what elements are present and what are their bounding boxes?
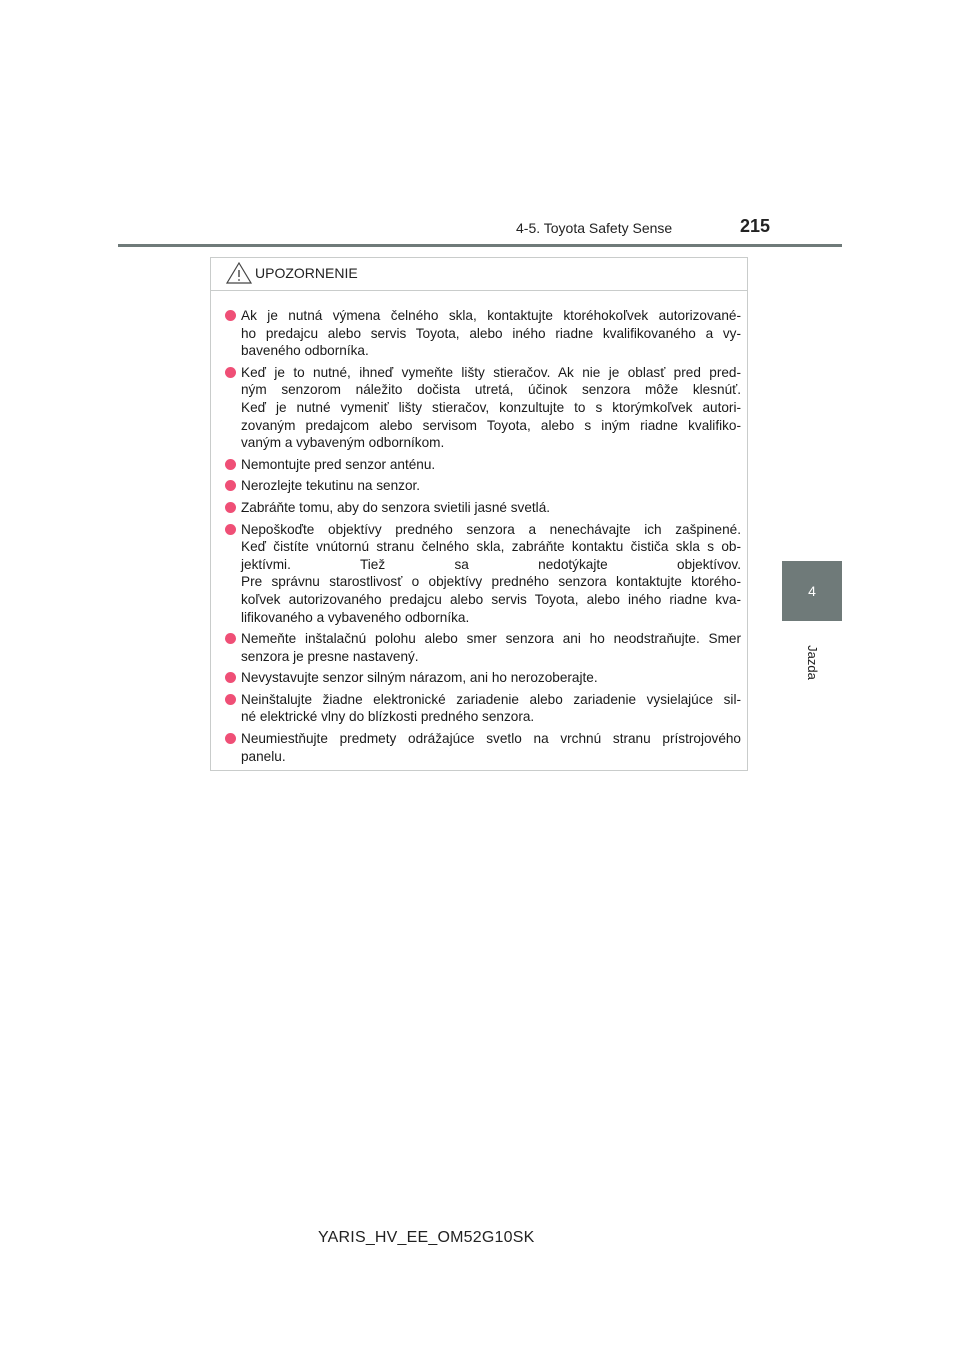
caution-item-line: koľvek autorizovaného predajcu alebo servis Toyota, alebo iného riadne kva- bbox=[241, 591, 741, 607]
caution-item-line: Pre správnu starostlivosť o objektívy predného senzora kontaktujte ktorého- bbox=[241, 574, 741, 590]
caution-item-line: zovaným predajcom alebo servisom Toyota, alebo s iným riadne kvalifiko- bbox=[241, 417, 741, 433]
caution-item bbox=[225, 477, 741, 495]
caution-item bbox=[225, 730, 741, 765]
chapter-tab[interactable] bbox=[782, 561, 842, 621]
caution-item-line: Neinštalujte žiadne elektronické zariadenie alebo zariadenie vysielajúce sil- bbox=[241, 691, 741, 707]
caution-list bbox=[211, 291, 747, 765]
header-section-title: 4-5. Toyota Safety Sense bbox=[516, 220, 673, 236]
caution-item-line: ným senzorom náležito dočista utretá, účinok senzora môže klesnúť. bbox=[241, 382, 741, 398]
caution-item-line: Neumiestňujte predmety odrážajúce svetlo na vrchnú stranu prístrojového bbox=[241, 731, 741, 747]
bullet-icon bbox=[225, 633, 236, 644]
caution-item-line: panelu. bbox=[241, 748, 286, 764]
bullet-icon bbox=[225, 524, 236, 535]
caution-item-line: vaným a vybaveným odborníkom. bbox=[241, 435, 445, 451]
bullet-icon bbox=[225, 459, 236, 470]
footer-doc-code: YARIS_HV_EE_OM52G10SK bbox=[318, 1229, 535, 1246]
caution-item-line: Keď je nutné vymeniť lišty stieračov, konzultujte to s ktorýmkoľvek autori- bbox=[241, 399, 741, 415]
caution-item-line: lifikovaného a vybaveného odborníka. bbox=[241, 609, 470, 625]
caution-item-line: senzora je presne nastavený. bbox=[241, 648, 419, 664]
caution-item-line: Ak je nutná výmena čelného skla, kontaktujte ktoréhokoľvek autorizované- bbox=[241, 308, 741, 323]
warning-triangle-icon bbox=[225, 261, 253, 285]
bullet-icon bbox=[225, 672, 236, 683]
caution-item-line: baveného odborníka. bbox=[241, 343, 369, 359]
bullet-icon bbox=[225, 310, 236, 321]
header-rule bbox=[118, 244, 842, 247]
caution-item bbox=[225, 669, 741, 687]
caution-item-line: Nerozlejte tekutinu na senzor. bbox=[241, 478, 421, 494]
caution-item bbox=[225, 691, 741, 726]
chapter-label-text: Jazda bbox=[804, 644, 820, 680]
caution-item bbox=[225, 630, 741, 665]
caution-item bbox=[225, 521, 741, 627]
caution-item-line: Nemeňte inštalačnú polohu alebo smer senzora ani ho neodstraňujte. Smer bbox=[241, 631, 741, 647]
caution-item-line: Nepoškoďte objektívy predného senzora a nenechávajte ich zašpinené. bbox=[241, 521, 741, 537]
caution-item-line: Nemontujte pred senzor anténu. bbox=[241, 456, 436, 472]
caution-item-line: né elektrické vlny do blízkosti predného senzora. bbox=[241, 709, 535, 725]
caution-item-line: Keď čistíte vnútornú stranu čelného skla, zabráňte kontaktu čističa skla s ob- bbox=[241, 539, 741, 555]
bullet-icon bbox=[225, 694, 236, 705]
caution-item-line: Nevystavujte senzor silným nárazom, ani ho nerozoberajte. bbox=[241, 670, 598, 686]
caution-item bbox=[225, 499, 741, 517]
bullet-icon bbox=[225, 733, 236, 744]
bullet-icon bbox=[225, 502, 236, 513]
caution-item-line: jektívmi. Tiež sa nedotýkajte objektívov. bbox=[241, 556, 741, 572]
chapter-number: 4 bbox=[808, 583, 816, 599]
caution-header bbox=[211, 258, 747, 291]
caution-item-line: ho predajcu alebo servis Toyota, alebo iného riadne kvalifikovaného a vy- bbox=[241, 325, 741, 341]
caution-item-line: Keď je to nutné, ihneď vymeňte lišty stieračov. Ak nie je oblasť pred pred- bbox=[241, 364, 741, 380]
page-number: 215 bbox=[740, 216, 771, 236]
caution-title: UPOZORNENIE bbox=[255, 265, 358, 281]
caution-item bbox=[225, 364, 741, 452]
bullet-icon bbox=[225, 367, 236, 378]
caution-box bbox=[210, 257, 748, 771]
caution-item bbox=[225, 307, 741, 360]
caution-item-line: Zabráňte tomu, aby do senzora svietili jasné svetlá. bbox=[241, 499, 551, 515]
caution-item bbox=[225, 456, 741, 474]
bullet-icon bbox=[225, 480, 236, 491]
chapter-label bbox=[780, 632, 844, 692]
